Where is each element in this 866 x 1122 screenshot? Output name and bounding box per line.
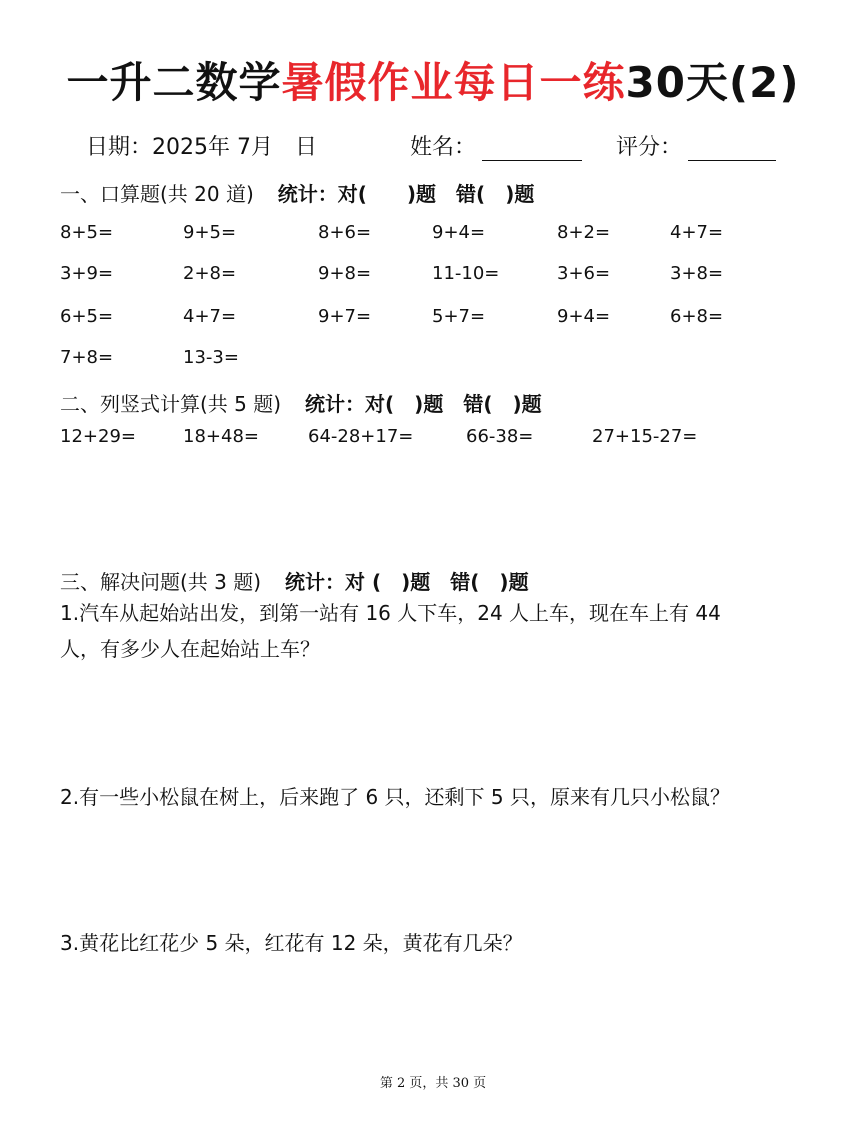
oral-calc-item: 9+7= [318,306,372,327]
problem-1-line-1: 1.汽车从起始站出发，到第一站有 16 人下车，24 人上车，现在车上有 44 [60,601,721,625]
oral-calc-item: 4+7= [183,306,237,327]
oral-calc-item: 3+6= [557,263,611,284]
problem-2: 2.有一些小松鼠在树上，后来跑了 6 只，还剩下 5 只，原来有几只小松鼠？ [60,785,730,809]
oral-calc-item: 3+9= [60,263,114,284]
problem-1-line-2: 人，有多少人在起始站上车？ [60,637,320,661]
name-label: 姓名： [410,135,477,160]
section3-stat: 统计：对 ( )题 错( )题 [285,570,529,594]
section1-heading-line [60,178,534,207]
oral-calc-item: 6+5= [60,306,114,327]
oral-calc-item: 11-10= [432,263,500,284]
vertical-calc-item: 66-38= [466,426,534,447]
oral-calc-item: 6+8= [670,306,724,327]
oral-calc-item: 9+4= [432,222,486,243]
name-blank[interactable] [482,138,582,161]
vertical-calc-item: 18+48= [183,426,259,447]
title-tail-part: 30天(2) [625,58,800,107]
section3-heading: 三、解决问题(共 3 题) [60,570,262,594]
oral-calc-item: 9+8= [318,263,372,284]
section2-heading: 二、列竖式计算(共 5 题) [60,392,282,416]
oral-calc-item: 8+2= [557,222,611,243]
score-label: 评分： [616,135,683,160]
problem-3: 3.黄花比红花少 5 朵，红花有 12 朵，黄花有几朵？ [60,931,523,955]
score-field[interactable] [616,130,776,161]
date-label: 日期：2025年 7月 日 [86,135,317,160]
oral-calc-item: 9+4= [557,306,611,327]
section1-stat: 统计：对( )题 错( )题 [277,182,535,206]
oral-calc-item: 9+5= [183,222,237,243]
oral-calc-item: 3+8= [670,263,724,284]
oral-calc-item: 7+8= [60,347,114,368]
section2-stat: 统计：对( )题 错( )题 [305,392,542,416]
section2-heading-line [60,388,542,417]
title-black-part: 一升二数学 [66,58,282,107]
score-blank[interactable] [688,138,776,161]
title-red-part: 暑假作业每日一练 [281,58,626,107]
oral-calc-item: 13-3= [183,347,239,368]
oral-calc-item: 5+7= [432,306,486,327]
vertical-calc-item: 27+15-27= [592,426,698,447]
section1-heading: 一、口算题(共 20 道) [60,182,254,206]
vertical-calc-item: 12+29= [60,426,136,447]
name-field[interactable] [410,130,582,161]
oral-calc-item: 4+7= [670,222,724,243]
vertical-calc-item: 64-28+17= [308,426,414,447]
section3-heading-line [60,566,529,595]
oral-calc-item: 2+8= [183,263,237,284]
page-title [0,50,866,110]
oral-calc-item: 8+6= [318,222,372,243]
page-footer: 第 2 页，共 30 页 [379,1076,487,1091]
oral-calc-item: 8+5= [60,222,114,243]
